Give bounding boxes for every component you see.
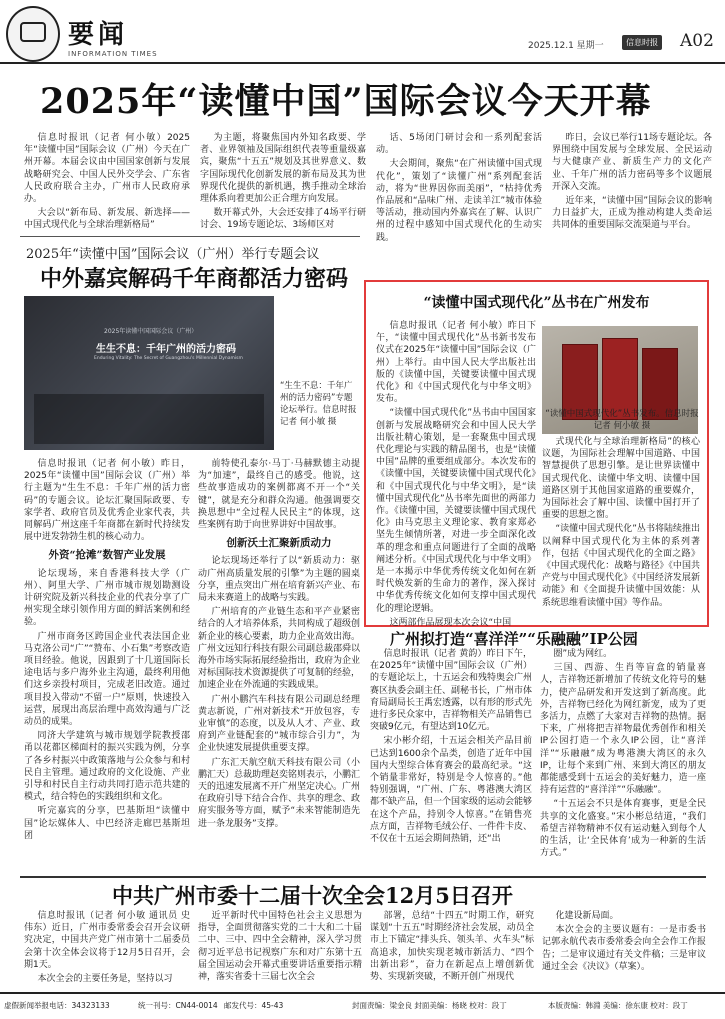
masthead [0,0,725,66]
left-story-col-2: 前特使孔泰尔·马丁·马赫默德主动提为“加速”，最终自己的感受。他说，这些故事造成功的案例都离不开一个“关键”，就是充分和群众沟通。他强调要交换思想中“全过程人民民主”的体现，这些案例有助于向世界讲好中国故事。 创新沃土汇聚新质动力 论坛现场还举行了以“新质动力：驱动广州高质量发展的引擎”为主题的圆桌分享，重点突出广州在培育新兴产业、布局未来赛道上的战略与实践。 广州培育的产业链生态和平产业紧密结合的人才培养体系，共同构成了超级创新企业的核心要素，助力企业高效出海。广州文远知行科技有限公司副总裁邵舜以海外市场实际拓展经验指出，政府为企业对标国际技术资源提供了可复制的经验，加速企业在外流通的实践成果。 广州小鹏汽车科技有限公司副总经理黄志新说，广州对新技术“开放包容，专业审慎”的态度，以及从人才、产业、政府到产业链配套的“城市综合引力”，为企业快速发展提供重要支撑。 广东汇天航空航天科技有限公司（小鹏汇天）总裁助理赵奕铭则表示，小鹏汇天的迅速发展离不开广州坚定决心。广州在政府引导下结合合作、共享的理念、政府实服务等方面，赋予“未来智能制造先进一条龙服务”支撑。 [198,459,361,829]
ip-story-col-b: 圈”成为网红。 三国、西游、生肖等盲盒的销量喜人，吉祥物还新增加了传统文化符号的魅力，使产品研发和开发这到了新高度。此外，吉祥物已经化为网红新宠，成为了更多活力，点燃了大家对吉祥物的热情。据下来，广州将把吉祥物最优秀创作和相关IP公园打造一个永久IP公园，让“喜洋洋”“乐融融”成为粤港澳大湾区的永久IP，让每个来到广州、来到大湾区的朋友都能感受到十五运会的美好魅力，造一座持有运营的“喜洋洋”“乐融融”。 “十五运会不只是体育赛事，更是全民共享的文化盛宴。”宋小彬总结道，“我们希望吉祥物精神不仅有运动魅入到每个人的生活，让‘全民体育’成为一种新的生活方式。” [540,649,706,859]
forum-stage-photo [24,296,274,450]
photo-banner-line2: 生生不息：千年广州的活力密码 [96,344,236,355]
photo-banner-line3: Enduring Vitality: The Secret of Guangzhou's Millennial Dynamism [94,356,243,361]
bottom-divider [20,876,706,878]
page-footer [0,992,725,1019]
issue-date: 2025.12.1 星期一 [528,41,604,51]
left-story-title: 中外嘉宾解码千年商都活力密码 [40,266,349,292]
footer-hotline: 虚假新闻举报电话：34323133 [4,1001,110,1010]
masthead-divider [0,62,725,64]
featured-title: “读懂中国式现代化”丛书在广州发布 [423,295,650,311]
bottom-col-1: 信息时报讯（记者 何小敏 通讯员 史伟东）近日，广州市委常委会召开会议研究决定，中国共产党广州市第十二届委员会第十次全体会议将于12月5日召开，会期1天。 本次全会的主要任务是，坚持以习 [24,911,190,985]
ip-story-title: 广州拟打造“喜洋洋”“乐融融”IP公园 [390,630,638,648]
bottom-story-title: 中共广州市委十二届十次全会12月5日召开 [112,883,513,908]
newspaper-logo: 信息时报 [622,35,662,50]
headline-col-4: 昨日，会议已举行11场专题论坛。各界围绕中国发展与全球发展、全民运动与大健康产业、新质生产力的文化产业、千年广州的活力密码等多个议题展开深入交流。 近年来，“读懂中国”国际会议的影响力日益扩大，正成为推动构建人类命运共同体的重要国际交流渠道与平台。 [552,133,712,231]
photo-banner-line1: 2025年读懂中国国际会议（广州） [104,328,198,335]
bottom-col-3: 部署，总结“十四五”时期工作，研究谋划“十五五”时期经济社会发展，动员全市上下锚定“排头兵、领头羊、火车头”标高追求，加快实现老城市新活力、“四个出新出彩”，奋力在新起点上增创新优势、实现新突破，不断开创广州现代 [370,911,534,983]
featured-col-b: 式现代化与全球治理新格局”的核心议题，为国际社会理解中国道路、中国智慧提供了思想引擎。是让世界读懂中国式现代化、读懂中华文明、读懂中国道路区别于其他国家道路的重要媒介，为国际社会了解中国、读懂中国打开了重要的思想之窗。 “读懂中国式现代化”丛书将陆续推出以阐释中国式现代化为主体的系列著作，包括《中国式现代化的全面之路》《中国式现代化：战略与路径》《中国共产党与中国式现代化》《中国经济发展新动能》和《全面提升读懂中国效能：从系统思维看读懂中国》等作品。 [542,437,700,608]
left-story-subhead-2: 创新沃土汇聚新质动力 [226,537,332,550]
divider [20,236,360,237]
footer-cover-editors: 封面责编：梁金良 封面美编：杨晓 校对：段丁 [352,1001,507,1010]
featured-col-a: 信息时报讯（记者 何小敏）昨日下午，“读懂中国式现代化”丛书新书发布仪式在2025年“读懂中国”国际会议（广州）上举行。由中国人民大学出版社出版的《读懂中国，关键要读懂中国式现代化》和《中国式现代化与中华文明》发布。 “读懂中国式现代化”丛书由中国国家创新与发展战略研究会和中国人民大学出版社精心策划，是一套聚焦中国式现代化理论与实践的精品图书，也是“读懂中国”品牌的重要组成部分。本次发布的《读懂中国，关键要读懂中国式现代化》和《中国式现代化与中华文明》，是“读懂中国式现代化”丛书率先面世的两部力作。《读懂中国，关键要读懂中国式现代化》由马克思主义理论家、教育家郑必坚先生倾情所著，对进一步全面深化改革的理念和重点问题进行了全面的战略阐述分析。《中国式现代化与中华文明》是一本揭示中华优秀传统文化如何在新时代焕发新的生命力的著作，深入探讨中华优秀传统文化如何支撑中国式现代化的理论逻辑。 这两部作品展现本次会议“中国 [376,321,536,628]
left-photo-caption: “生生不息：千年广州的活力密码”专题论坛举行。信息时报记者 何小敏 摄 [280,381,357,427]
page-number: A02 [680,31,714,51]
footer-issn: 统一刊号：CN44-0014 [138,1001,218,1010]
headline-col-3: 话、5场闭门研讨会和一系列配套活动。 大会期间，聚焦“在广州读懂中国式现代化”，策划了“读懂广州”系列配套活动，将为“世界因你而美丽”，“枯持优秀作品展和“品味广州、走读羊江”城市体验等活动，推动国内外嘉宾在了解、认识广州的过程中感知中国式现代化的生动实践。 [376,133,542,243]
featured-story-box [364,280,709,627]
left-story-col-1: 信息时报讯（记者 何小敏）昨日，2025年“读懂中国”国际会议（广州）举行主题为“生生不息：千年广州的活力密码”的专题会议。论坛汇聚国际政要、专家学者、政府官员及优秀企业家代表，共同解码广州这座千年商都在新时代持续发展中迸发勃勃生机的核心动力。 外资“抢滩”数智产业发展 论坛现场，来自香港科技大学（广州）、阿里大学、广州市城市规划勘测设计研究院及新兴科技企业的代表分享了广州实现全球引领作用方面的鲜活案例和经验。 广州市商务区跨国企业代表法国企业马克洛公司“广”“赞布、小石集”考察改造项目经验。他说，因跟到了十几道国际长途电话与多户海外业主沟通，最终利用他们这乡亲投村项目，完成老旧改造。通过项目投入带动“不留一户”原则，快速投入运营，展现出高层治理中高效沟通与广泛动员的成果。 同济大学建筑与城市规划学院教授邵甬以花都区梯面村的振兴实践为例，分享了各乡村振兴中政策落地与公众参与和村民自主管理。通过政府的文化设施、产业引导和村民自主行动共同打造示范共建的模式，结合特色的实践组织和文化。 听完嘉宾的分享，巴基斯坦“读懂中国”论坛媒体人、中巴经济走廊巴基斯坦团 [24,459,190,841]
mascot-logo-icon [6,6,60,62]
left-story-kicker: 2025年“读懂中国”国际会议（广州）举行专题会议 [26,247,320,262]
bottom-col-4: 化建设新局面。 本次全会的主要议题有：一是市委书记郭永航代表市委常委会向全会作工作报告；二是审议通过有关文件稿；三是审议通过全会《决议》（草案）。 [542,911,706,972]
footer-page-editors: 本版责编：韩淵 美编：徐东康 校对：段丁 [548,1001,688,1010]
left-story-subhead-1: 外资“抢滩”数智产业发展 [48,549,166,562]
section-title: 要闻 [68,20,129,50]
stage-people [34,394,264,444]
ip-story-col-a: 信息时报讯（记者 黄韵）昨日下午，在2025年“读懂中国”国际会议（广州）的专题论坛上，十五运会和残特奥会广州赛区执委会副主任、副秘书长，广州市体育局副局长王禹宏透露，以有形的形式先进行多民众家中，吉祥物相关产品销售已突破9亿元，有望达到10亿元。 宋小彬介绍，十五运会相关产品目前已达到1600余个品类，创造了近年中国国内大型综合体育赛会的最高纪录。“这个销量非常好，特别是令人惊喜的。”他特别强调，“广州、广东、粤港澳大湾区都不缺产品，但一个国家级的运动会能够在这个产品，持别令人惊喜。”在销售亮点方面，吉祥物毛绒公仔、一件件卡皮、不仅在十五运会期间热销，还“出 [370,649,533,845]
featured-photo-caption: “读懂中国式现代化”丛书发布。信息时报记者 何小敏 摄 [545,409,699,431]
footer-postal-code: 邮发代号：45-43 [224,1001,284,1010]
headline-col-2: 为主题，将聚焦国内外知名政要、学者、业界领袖及国际组织代表等重量级嘉宾，聚焦“十五五”规划及其世界意义、数字国际现代化创新发展的新布局及其为世界现代化提供的新机遇，携手推动全球治理体系向着更加公正合理方向发展。 数开幕式外，大会还安排了4场平行研讨会、19场专题论坛、3场师区对 [200,133,366,231]
bottom-col-2: 近平新时代中国特色社会主义思想为指导，全面贯彻落实党的二十大和二十届二中、三中、四中全会精神，深入学习贯彻习近平总书记视察广东和对广东第十五届全国运动会开幕式重要讲话重要指示精神，落实省委十三届七次全会 [198,911,362,983]
headline-col-1: 信息时报讯（记者 何小敏）2025年“读懂中国”国际会议（广州）今天在广州开幕。本届会议由中国国家创新与发展战略研究会、中国人民外交学会、广东省人民政府联合主办，广州市人民政府承办。 大会以“新布局、新发展、新选择——中国式现代化与全球治理新格局” [24,133,190,231]
main-headline: 2025年“读懂中国”国际会议今天开幕 [40,81,652,122]
section-subtitle: INFORMATION TIMES [68,50,158,58]
